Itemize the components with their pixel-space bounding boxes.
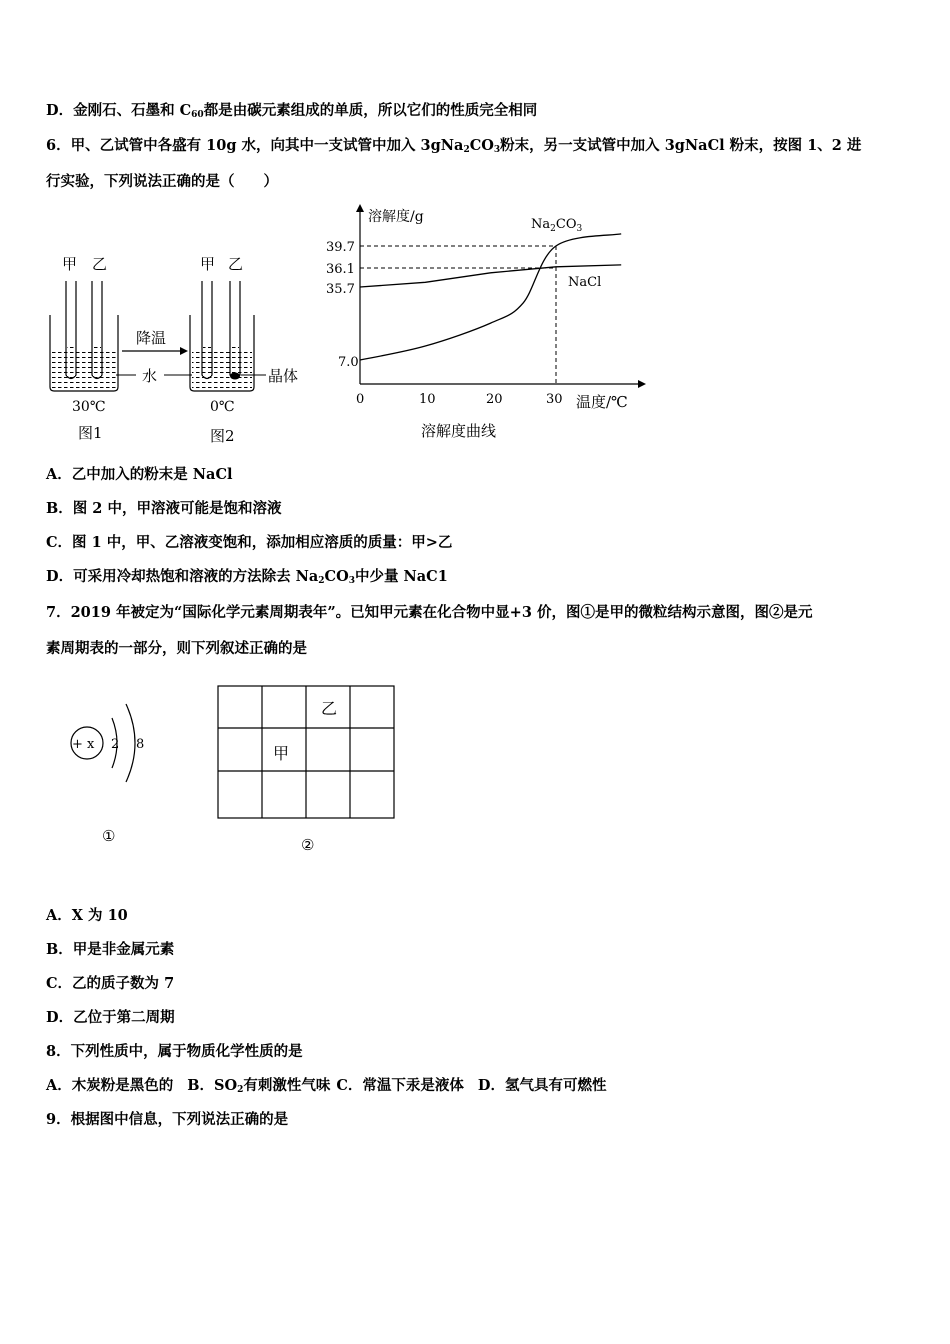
y-tick-7-0: 7.0: [338, 355, 359, 370]
tube-label-jia-2: 甲: [200, 255, 216, 273]
crystal-label: 晶体: [268, 367, 299, 385]
q8-option-a: A．木炭粉是黑色的: [46, 1077, 174, 1094]
x-axis-label: 温度/℃: [576, 393, 628, 411]
chart-title: 溶解度曲线: [421, 422, 497, 440]
y-axis-label: 溶解度/g: [368, 209, 424, 225]
caption-fig2: 图2: [210, 427, 235, 445]
crystal-deposit: [230, 373, 240, 380]
q6-option-c: C．图 1 中，甲、乙溶液变饱和，添加相应溶质的质量：甲>乙: [46, 534, 453, 551]
y-axis-arrow: [356, 204, 364, 212]
tube-label-jia-1: 甲: [62, 255, 78, 273]
q7-option-a: A．X 为 10: [46, 907, 128, 924]
cell-yi: 乙: [321, 699, 338, 718]
arrow-label: 降温: [136, 329, 167, 347]
tube-label-yi-1: 乙: [92, 255, 108, 273]
q7-option-c: C．乙的质子数为 7: [46, 975, 175, 992]
temp-label-2: 0℃: [210, 399, 235, 415]
cell-jia: 甲: [273, 744, 290, 763]
x-tick-30: 30: [546, 392, 563, 407]
x-tick-10: 10: [419, 392, 436, 407]
electron-shell-2: [126, 704, 135, 782]
y-tick-39-7: 39.7: [326, 240, 355, 255]
q7-option-d: D．乙位于第二周期: [46, 1009, 175, 1026]
series-label-na2co3: $Na_2CO_3$: [531, 217, 583, 234]
water-callout: [116, 367, 196, 385]
q6-stem-line1: 6．甲、乙试管中各盛有 10g 水，向其中一支试管中加入 $3gNa_2CO_3$粉末，另一支试管中加入 3gNaCl 粉末，按图 1、2 进: [46, 137, 862, 155]
tube-label-yi-2: 乙: [228, 255, 244, 273]
water-label: 水: [142, 367, 158, 385]
x-axis-arrow: [638, 380, 646, 388]
table-caption: ②: [301, 836, 315, 854]
q7-option-b: B．甲是非金属元素: [46, 941, 175, 958]
q6-test-tube-figure: [40, 245, 320, 450]
temp-label-1: 30℃: [72, 399, 106, 415]
x-tick-20: 20: [486, 392, 503, 407]
y-tick-36-1: 36.1: [326, 262, 355, 277]
shell-1-count: 2: [111, 737, 120, 752]
q6-stem-line2: 行实验，下列说法正确的是（ ）: [46, 173, 278, 190]
y-tick-35-7: 35.7: [326, 282, 355, 297]
beaker-1: [50, 255, 118, 442]
q6-option-d: D．可采用冷却热饱和溶液的方法除去 $Na_2CO_3$中少量 NaC1: [46, 568, 448, 586]
beaker-2: [190, 255, 298, 445]
periodic-table-fragment: [215, 683, 400, 858]
q6-option-a: A．乙中加入的粉末是 NaCl: [46, 466, 233, 483]
solubility-chart: [320, 200, 660, 450]
q8-option-c: C．常温下汞是液体: [336, 1077, 464, 1094]
q8-stem: 8．下列性质中，属于物质化学性质的是: [46, 1043, 303, 1060]
cooling-arrow: [122, 329, 188, 355]
q8-options: [46, 1076, 607, 1096]
curve-na2co3: [360, 234, 621, 360]
q7-stem-line2: 素周期表的一部分，则下列叙述正确的是: [46, 640, 307, 657]
q5-option-d: D．金刚石、石墨和 $C_{60}$都是由碳元素组成的单质，所以它们的性质完全相同: [46, 102, 538, 120]
atom-structure-diagram: [60, 690, 170, 855]
caption-fig1: 图1: [78, 424, 103, 442]
x-tick-0: 0: [356, 392, 365, 407]
q8-option-d: D．氢气具有可燃性: [477, 1077, 607, 1094]
q6-option-b: B．图 2 中，甲溶液可能是饱和溶液: [46, 500, 282, 517]
shell-2-count: 8: [136, 737, 145, 752]
q8-option-b: B．$SO_2$有刺激性气味: [187, 1077, 331, 1095]
q9-stem: 9．根据图中信息，下列说法正确的是: [46, 1111, 289, 1128]
nucleus-label: + x: [72, 737, 95, 752]
series-label-nacl: NaCl: [568, 275, 602, 290]
atom-caption: ①: [102, 827, 116, 845]
q7-stem-line1: 7．2019 年被定为“国际化学元素周期表年”。已知甲元素在化合物中显+3 价，图①是甲的微粒结构示意图，图②是元: [46, 604, 813, 621]
